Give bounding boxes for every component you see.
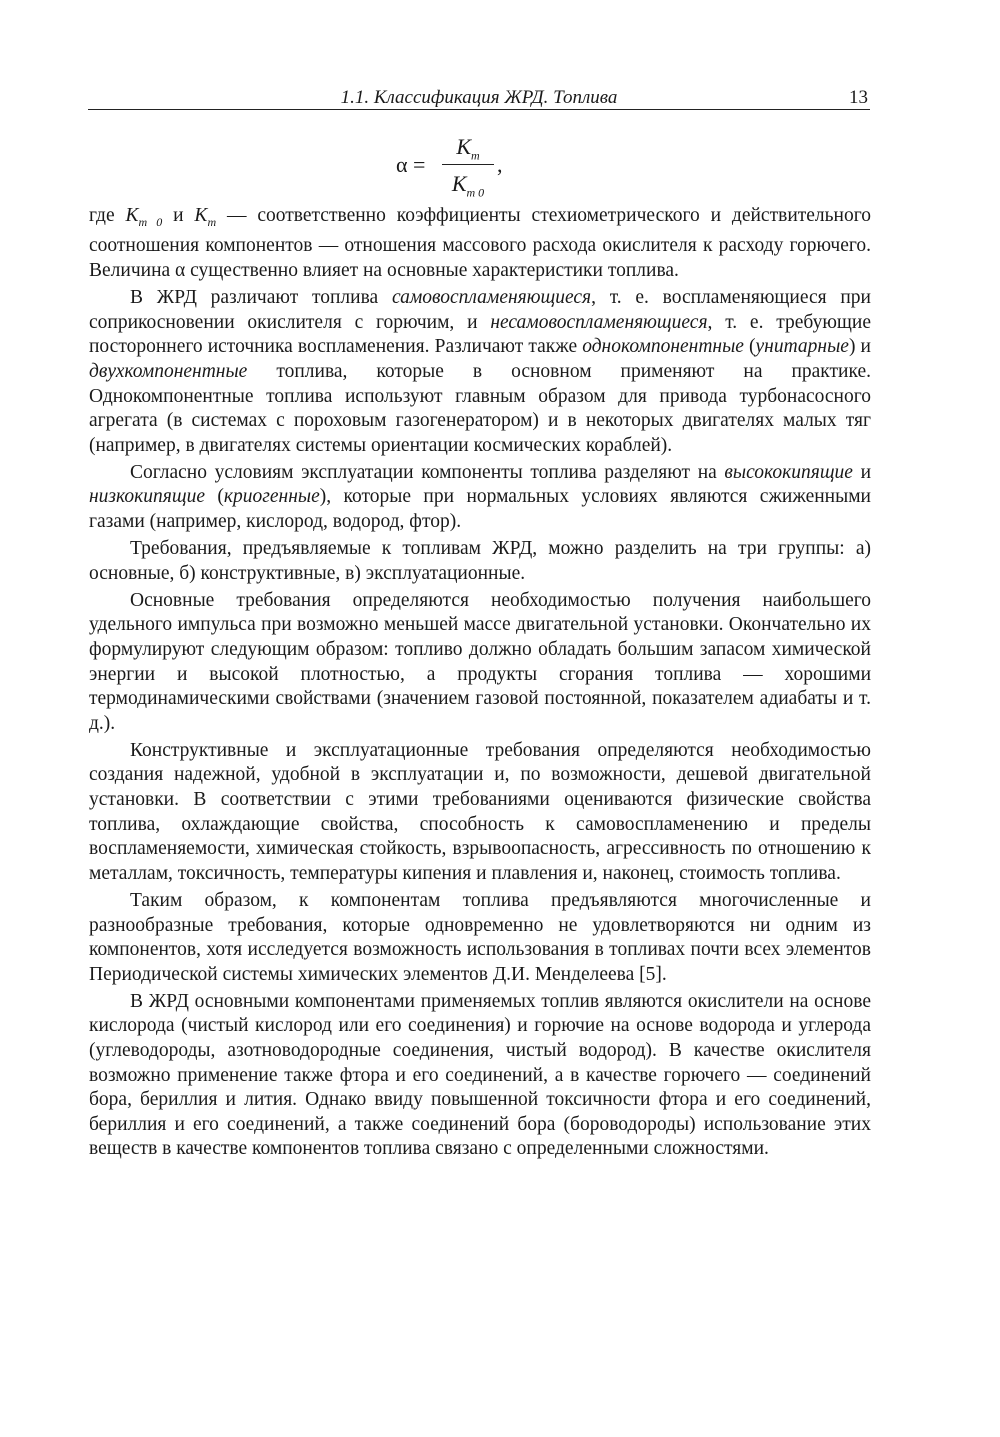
page-number: 13 [849, 87, 868, 108]
alpha-formula [396, 132, 526, 202]
paragraph-7: Таким образом, к компонентам топлива предъявляются многочисленные и разнообразные требования, которые одновременно не удовлетворяются ни одним из компонентов, хотя исследуется возможность использования в топливах почти всех элементов Периодической системы химических элементов Д.И. Менделеева [5]. [89, 889, 871, 985]
p3-term-2: низкокипящие [89, 486, 205, 508]
paragraph-5: Основные требования определяются необходимостью получения наибольшего удельного импульса при возможно меньшей массе двигательной установки. Окончательно их формулируют следующим образом: топливо должно обладать большим запасом химической энергии и высокой плотностью, а продукты сгорания топлива — хорошими термодинамическими свойствами (значением газовой постоянной, показателем адиабаты и т. д.). [89, 589, 871, 734]
formula-denominator [442, 169, 494, 199]
p2-term-1: самовоспламеняющиеся [391, 287, 592, 309]
paragraph-2 [89, 286, 871, 458]
formula-comma: , [497, 152, 503, 177]
running-title: 1.1. Классификация ЖРД. Топлива [340, 87, 618, 108]
denominator-subscript: m 0 [466, 185, 485, 200]
p2-text-4: ( [743, 336, 756, 358]
p3-text-3: ( [204, 486, 224, 508]
p2-term-5: двухкомпонентные [89, 360, 248, 382]
var-km0 [125, 205, 163, 229]
paragraph-1 [89, 204, 871, 284]
p1-text-2: и [162, 205, 195, 226]
body-text [89, 204, 871, 1164]
p2-term-3: однокомпонентные [582, 336, 744, 358]
var-km-sub: m [207, 214, 217, 229]
p2-text-5: ) и [848, 336, 871, 358]
p2-text-3: , т. е. требующие постороннего источника воспламенения. Различают также [89, 311, 871, 358]
p1-text-3: — соответственно коэффициенты стехиометрического и действительного соотношения компонентов — отношения массового расхода окислителя к расходу горючего. Величина α существенно влияет на основные характеристики топлива. [89, 205, 872, 282]
paragraph-4: Требования, предъявляемые к топливам ЖРД, можно разделить на три группы: а) основные, б) конструктивные, в) эксплуатационные. [89, 538, 871, 584]
denominator-symbol: K [451, 171, 467, 196]
running-header [88, 87, 870, 110]
var-km-symbol: K [194, 205, 208, 226]
numerator-symbol: K [456, 134, 471, 159]
formula-fraction [442, 132, 494, 199]
p3-text-2: и [852, 461, 872, 483]
numerator-subscript: m [471, 148, 480, 163]
var-km0-symbol: K [125, 205, 139, 226]
fraction-bar [442, 164, 494, 165]
p3-term-3: криогенные [223, 486, 320, 508]
p2-text-2: , т. е. воспламеняющиеся при соприкосновении окислителя с горючим, и [89, 287, 871, 333]
formula-numerator [442, 132, 494, 162]
p1-text-1: где [89, 205, 126, 226]
p2-term-4: унитарные [755, 336, 849, 358]
p2-term-2: несамовоспламеняющиеся [490, 311, 708, 333]
p3-text-1: Согласно условиям эксплуатации компоненты топлива разделяют на [130, 461, 725, 483]
p3-text-4: ), которые при нормальных условиях являются сжиженными газами (например, кислород, водород, фтор). [89, 486, 871, 533]
p2-text-6: топлива, которые в основном применяют на практике. Однокомпонентные топлива используют главным образом для привода турбонасосного агрегата (в системах с пороховым газогенератором) и в некоторых двигателях малых тяг (например, в двигателях системы ориентации космических кораблей). [89, 360, 871, 456]
p2-text-1: В ЖРД различают топлива [130, 287, 392, 309]
var-km0-sub: m 0 [138, 214, 163, 229]
paragraph-8: В ЖРД основными компонентами применяемых топлив являются окислители на основе кислорода (чистый кислород или его соединения) и горючие на основе водорода и углерода (углеводороды, азотноводородные соединения, чистый водород). В качестве окислителя возможно применение также фтора и его соединений, а в качестве горючего — соединений бора, бериллия и лития. Однако ввиду повышенной токсичности фтора и его соединений, бериллия и его соединений, а также соединений бора (бороводороды) использование этих веществ в качестве компонентов топлива связано с определенными сложностями. [89, 990, 871, 1160]
paragraph-6: Конструктивные и эксплуатационные требования определяются необходимостью создания надежной, удобной в эксплуатации и, по возможности, дешевой двигательной установки. В соответствии с этими требованиями оцениваются физические свойства топлива, охлаждающие свойства, способность к самовоспламенению и пределы воспламеняемости, химическая стойкость, взрывоопасность, агрессивность по отношению к металлам, токсичность, температуры кипения и плавления и, наконец, стоимость топлива. [89, 739, 871, 884]
formula-lhs: α = [396, 152, 426, 177]
p3-term-1: высококипящие [724, 461, 853, 483]
paragraph-3 [89, 461, 871, 535]
var-km [194, 205, 217, 229]
